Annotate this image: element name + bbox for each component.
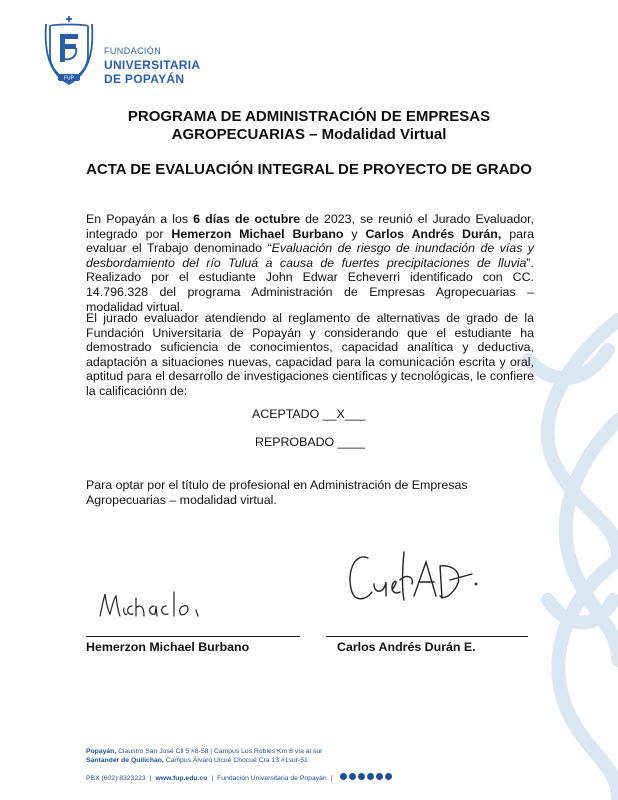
status-rejected: REPROBADO ____ [255, 435, 366, 449]
footer-phone: PBX (602) 8323223 [86, 774, 146, 782]
footer-addr-1: Claustro San José Cll 5 #8-58 | Campus Los Robles Km 8 vía al sur [116, 748, 323, 755]
social-icons [340, 773, 394, 783]
p1-text-i: ”. Realizado por el estudiante John Edwar Echeverri identificado con CC. 14.796.328 del programa Administración de Empresas Agropecuarias – modalidad virtual. [86, 255, 534, 314]
logo-badge-text: FUP [64, 75, 74, 82]
paragraph-evaluation: El jurado evaluador atendiendo al reglamento de alternativas de grado de la Fundación Universitaria de Popayán y considerando que el estudiante ha demostrado suficiencia de conocimientos, capacidad analítica y deductiva, adaptación a situaciones nuevas, capacidad para la comunicación escrita y oral, aptitud para el desarrollo de investigaciones científicas y tecnológicas, le confiere la calificaciónn de: [86, 311, 534, 398]
footer-contact [86, 773, 526, 783]
jury-name-1: Hemerzon Michael Burbano [86, 640, 250, 654]
jury-member-2: Carlos Andrés Durán, [365, 226, 502, 241]
p1-text-a: En Popayán a los [86, 212, 194, 226]
footer-separator: | [211, 774, 214, 782]
footer-separator: | [149, 774, 152, 782]
footer [86, 747, 526, 783]
footer-addr-2: Campus Álvaro Ulcué Chocué Cra 13 #1sur-51 [163, 757, 308, 764]
signature-jury-1 [92, 578, 232, 628]
footer-web[interactable]: www.fup.edu.co [155, 774, 208, 782]
facebook-icon[interactable] [340, 773, 347, 780]
linkedin-icon[interactable] [385, 773, 392, 780]
footer-city-2: Santander de Quilichao, [86, 757, 164, 764]
jury-member-1: Hemerzon Michael Burbano [171, 226, 344, 241]
logo-line-3: DE POPAYÁN [104, 72, 185, 86]
p1-text-e: y [343, 226, 366, 241]
act-title: ACTA DE EVALUACIÓN INTEGRAL DE PROYECTO DE GRADO [86, 161, 532, 178]
logo-line-2: UNIVERSITARIA [104, 58, 201, 72]
university-seal-icon [40, 14, 98, 86]
logo-wordmark [104, 44, 200, 86]
meeting-date: 6 días de octubre [193, 212, 300, 226]
university-logo [40, 14, 220, 86]
footer-address-1 [86, 747, 526, 756]
instagram-icon[interactable] [349, 773, 356, 780]
footer-address-2 [86, 756, 526, 765]
project-title: Evaluación de riesgo de inundación de vías y desbordamiento del río Tuluá a causa de fuertes precipitaciones de lluvia [86, 241, 534, 270]
youtube-icon[interactable] [367, 773, 374, 780]
footer-org: Fundación Universitaria de Popayán [217, 774, 327, 782]
status-accepted: ACEPTADO __X___ [252, 407, 366, 421]
paragraph-meeting [86, 212, 534, 314]
p1-text-g: para evaluar el Trabajo denominado “ [86, 226, 535, 256]
jury-name-2: Carlos Andrés Durán E. [337, 640, 476, 654]
signature-line-1 [86, 636, 300, 637]
twitter-icon[interactable] [358, 773, 365, 780]
tiktok-icon[interactable] [376, 773, 383, 780]
footer-city-1: Popayán, [86, 748, 117, 755]
program-title: PROGRAMA DE ADMINISTRACIÓN DE EMPRESAS AGROPECUARIAS – Modalidad Virtual [127, 108, 491, 143]
signature-line-2 [326, 636, 528, 637]
p1-text-c: de 2023, se reunió el Jurado Evaluador, integrado por [86, 212, 534, 241]
paragraph-degree: Para optar por el título de profesional en Administración de Empresas Agropecuarias – modalidad virtual. [86, 478, 468, 507]
footer-separator: | [330, 774, 333, 782]
logo-line-1: FUNDACIÓN [104, 46, 162, 56]
signature-jury-2 [340, 544, 485, 609]
